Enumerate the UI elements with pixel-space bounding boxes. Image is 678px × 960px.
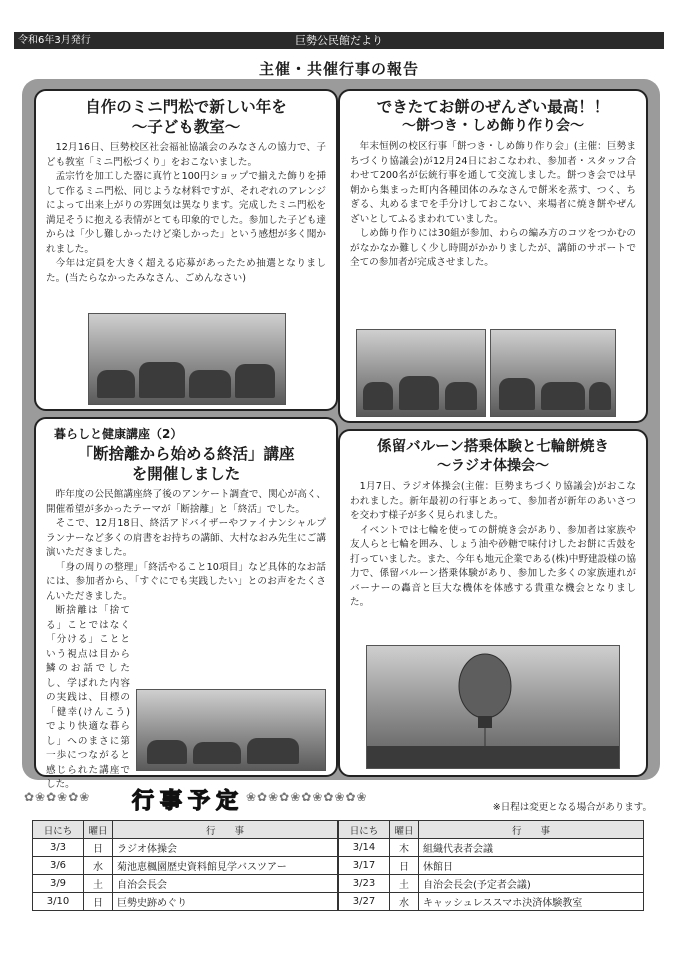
day-cell: 水 [84, 857, 113, 875]
column-header-event: 行 事 [113, 821, 338, 839]
event-cell: 休館日 [419, 857, 644, 875]
day-cell: 土 [390, 875, 419, 893]
article-balloon [338, 429, 648, 777]
date-cell: 3/10 [33, 893, 84, 911]
balloon-graphic [367, 646, 619, 768]
date-cell: 3/14 [339, 839, 390, 857]
article-subtitle: ～ラジオ体操会～ [437, 458, 549, 474]
articles-frame [22, 79, 660, 790]
date-cell: 3/23 [339, 875, 390, 893]
day-cell: 水 [390, 893, 419, 911]
paragraph: 年末恒例の校区行事「餅つき・しめ飾り作り会」(主催：巨勢まちづくり協議会)が12月24日におこなわれ、参加者・スタッフ合わせて200名が伝統行事を通して交流しました。餅つき会では早朝から集まった町内各種団体のみなさんで餅米を蒸す、つく、ちぎる、丸めるまでを手分けしておこない、来場者に焼き餅やぜんざいとしてふるまわれていました。 [350, 141, 636, 225]
day-cell: 日 [390, 857, 419, 875]
article-body [36, 137, 336, 286]
event-cell: 自治会長会(予定者会議) [419, 875, 644, 893]
schedule-table-left [32, 820, 338, 911]
newsletter-title: 巨勢公民館だより [295, 34, 383, 47]
balloon-photo [366, 645, 620, 769]
paragraph: 12月16日、巨勢校区社会福祉協議会のみなさんの協力で、子ども教室「ミニ門松づくり」をおこないました。 [46, 142, 326, 168]
event-cell: ラジオ体操会 [113, 839, 338, 857]
table-row [339, 875, 644, 893]
table-header-row [33, 821, 338, 839]
article-kids-class [34, 89, 338, 411]
day-cell: 土 [84, 875, 113, 893]
column-header-date: 日にち [339, 821, 390, 839]
paragraph: 「身の周りの整理」「終活やること10項目」など具体的なお話には、参加者から、「すぐにでも実践したい」とのお声をたくさんいただきました。 [46, 561, 326, 602]
column-header-date: 日にち [33, 821, 84, 839]
article-title: 自作のミニ門松で新しい年を [85, 98, 287, 116]
paragraph: 1月7日、ラジオ体操会(主催：巨勢まちづくり協議会)がおこなわれました。新年最初の行事とあって、参加者が新年のあいさつを交わす様子が多く見られました。 [350, 481, 636, 521]
leaf-decoration-left: ✿❀✿❀✿❀ [24, 790, 91, 804]
paragraph: 断捨離は「捨てる」ことではなく「分ける」ことという視点は目から鱗のお話でしたし、学ばれた内容の実践は、目標の「健幸(けんこう)でより快適な暮らし」へのまさに第一歩につながると感じられた講座でした。 [46, 605, 130, 790]
day-cell: 日 [84, 839, 113, 857]
article-subtitle: ～餅つき・しめ飾り作り会～ [402, 118, 584, 134]
event-cell: 巨勢史跡めぐり [113, 893, 338, 911]
table-row [339, 839, 644, 857]
schedule-table-right [338, 820, 644, 911]
paragraph: 今年は定員を大きく超える応募があったため抽選となりました。(当たらなかったみなさん、ごめんなさい) [46, 258, 326, 284]
article-title: できたてお餅のぜんざい最高！！ [376, 98, 610, 116]
issue-date: 令和6年3月発行 [18, 35, 91, 46]
group-photo [88, 313, 286, 405]
paragraph: 孟宗竹を加工した器に真竹と100円ショップで揃えた飾りを挿して作るミニ門松、同じような材料ですが、それぞれのアレンジによって出来上がりの雰囲気は異なります。完成したミニ門松を満足そうに抱える表情がとても印象的でした。参加した子ども達からは「少し難しかったけど楽しかった」という感想が多く聞かれました。 [46, 171, 326, 255]
table-row [339, 857, 644, 875]
mochi-pounding-photo [356, 329, 486, 417]
table-header-row [339, 821, 644, 839]
article-kicker: 暮らしと健康講座（2） [54, 427, 183, 441]
paragraph: そこで、12月18日、終活アドバイザーやファイナンシャルプランナーなど多くの肩書をお持ちの講師、大村なおみ先生にご講演いただきました。 [46, 518, 326, 558]
event-cell: キャッシュレススマホ決済体験教室 [419, 893, 644, 911]
article-mochi [338, 89, 648, 423]
paragraph: しめ飾り作りには30組が参加、わらの編み方のコツをつかむのがなかなか難しく少し時間がかかりましたが、講師のサポートで全ての参加者が完成させました。 [350, 228, 636, 268]
table-row [339, 893, 644, 911]
paragraph: 昨年度の公民館講座終了後のアンケート調査で、関心が高く、開催希望が多かったテーマが「断捨離」と「終活」でした。 [46, 489, 326, 515]
table-row [33, 839, 338, 857]
article-body [36, 484, 336, 790]
article-body [340, 476, 646, 611]
lecture-photo [136, 689, 326, 771]
article-subtitle: ～子ども教室～ [131, 118, 241, 136]
schedule-title: 行事予定 [132, 789, 245, 814]
date-cell: 3/17 [339, 857, 390, 875]
article-title: 「断捨離から始める終活」講座 [77, 445, 295, 463]
section-title: 主催・共催行事の報告 [258, 60, 419, 78]
table-row [33, 875, 338, 893]
table-row [33, 857, 338, 875]
day-cell: 木 [390, 839, 419, 857]
article-title: 係留バルーン搭乗体験と七輪餅焼き [377, 439, 609, 455]
paragraph: イベントでは七輪を使っての餅焼き会があり、参加者は家族や友人らと七輪を囲み、しょう油や砂糖で味付けしたお餅に舌鼓を打っていました。また、今年も地元企業である(株)中野建設様の協力で、係留バルーン搭乗体験があり、参加した多くの家族連れがバーナーの轟音と巨大な機体を体感する貴重な機会となりました。 [350, 524, 636, 608]
column-header-day: 曜日 [84, 821, 113, 839]
article-lecture [34, 417, 338, 790]
header-bar [14, 32, 664, 49]
leaf-decoration-right: ❀✿❀✿❀✿❀✿❀✿❀ [246, 790, 368, 804]
article-body [340, 136, 646, 271]
date-cell: 3/9 [33, 875, 84, 893]
event-cell: 組織代表者会議 [419, 839, 644, 857]
date-cell: 3/3 [33, 839, 84, 857]
day-cell: 日 [84, 893, 113, 911]
article-title-line2: を開催しました [131, 465, 241, 483]
table-row [33, 893, 338, 911]
date-cell: 3/27 [339, 893, 390, 911]
schedule-note: ※日程は変更となる場合があります。 [492, 802, 652, 813]
event-cell: 菊池恵楓園歴史資料館見学バスツアー [113, 857, 338, 875]
column-header-event: 行 事 [419, 821, 644, 839]
column-header-day: 曜日 [390, 821, 419, 839]
event-cell: 自治会長会 [113, 875, 338, 893]
shimekazari-photo [490, 329, 616, 417]
date-cell: 3/6 [33, 857, 84, 875]
